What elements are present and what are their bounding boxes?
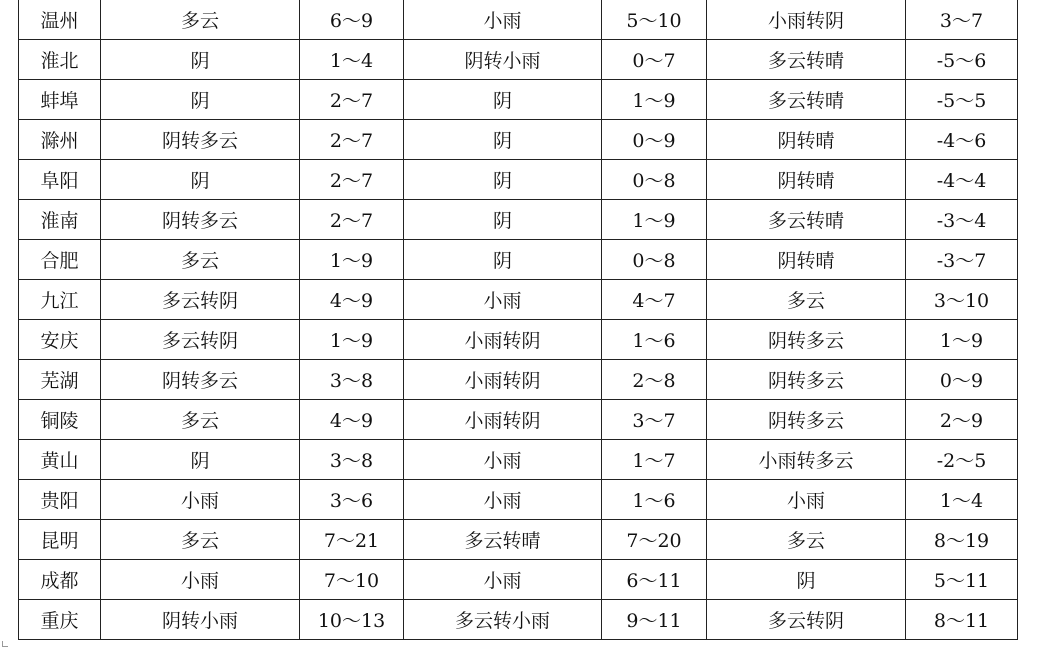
temp-day2-cell: 1～6	[602, 480, 707, 520]
weather-day3-cell: 多云转晴	[707, 200, 906, 240]
temp-day1-cell: 2～7	[300, 80, 404, 120]
temp-day2-cell: 0～7	[602, 40, 707, 80]
table-row	[19, 520, 1018, 560]
table-row	[19, 400, 1018, 440]
temp-day3-cell: 0～9	[906, 360, 1018, 400]
weather-day1-cell: 阴转多云	[101, 200, 300, 240]
temp-day3-cell: 2～9	[906, 400, 1018, 440]
temp-day1-cell: 1～9	[300, 320, 404, 360]
temp-day2-cell: 1～6	[602, 320, 707, 360]
temp-day1-cell: 2～7	[300, 120, 404, 160]
city-cell: 黄山	[19, 440, 101, 480]
city-cell: 淮北	[19, 40, 101, 80]
table-row	[19, 440, 1018, 480]
temp-day1-cell: 7～10	[300, 560, 404, 600]
table-row	[19, 280, 1018, 320]
table-row	[19, 40, 1018, 80]
weather-day2-cell: 小雨	[404, 560, 602, 600]
temp-day3-cell: 1～9	[906, 320, 1018, 360]
city-cell: 重庆	[19, 600, 101, 640]
weather-day3-cell: 阴	[707, 560, 906, 600]
city-cell: 蚌埠	[19, 80, 101, 120]
city-cell: 贵阳	[19, 480, 101, 520]
weather-day3-cell: 多云转晴	[707, 80, 906, 120]
temp-day2-cell: 2～8	[602, 360, 707, 400]
weather-day3-cell: 阴转多云	[707, 360, 906, 400]
temp-day1-cell: 1～9	[300, 240, 404, 280]
temp-day1-cell: 10～13	[300, 600, 404, 640]
city-cell: 成都	[19, 560, 101, 600]
weather-day3-cell: 阴转晴	[707, 240, 906, 280]
table-row	[19, 360, 1018, 400]
temp-day1-cell: 3～8	[300, 360, 404, 400]
temp-day2-cell: 4～7	[602, 280, 707, 320]
weather-day2-cell: 阴	[404, 200, 602, 240]
weather-day3-cell: 小雨转多云	[707, 440, 906, 480]
weather-day3-cell: 多云转晴	[707, 40, 906, 80]
table-row	[19, 0, 1018, 40]
temp-day2-cell: 6～11	[602, 560, 707, 600]
table-row	[19, 200, 1018, 240]
temp-day2-cell: 9～11	[602, 600, 707, 640]
weather-day1-cell: 多云	[101, 520, 300, 560]
weather-day2-cell: 小雨	[404, 0, 602, 40]
temp-day3-cell: 8～11	[906, 600, 1018, 640]
weather-day3-cell: 小雨	[707, 480, 906, 520]
weather-day2-cell: 多云转晴	[404, 520, 602, 560]
temp-day3-cell: -3～7	[906, 240, 1018, 280]
weather-day1-cell: 阴	[101, 80, 300, 120]
temp-day1-cell: 7～21	[300, 520, 404, 560]
table-row	[19, 120, 1018, 160]
city-cell: 铜陵	[19, 400, 101, 440]
city-cell: 淮南	[19, 200, 101, 240]
corner-mark	[2, 641, 8, 647]
weather-day1-cell: 阴转多云	[101, 120, 300, 160]
temp-day2-cell: 1～7	[602, 440, 707, 480]
weather-day1-cell: 多云转阴	[101, 320, 300, 360]
weather-day2-cell: 小雨	[404, 280, 602, 320]
weather-day3-cell: 阴转晴	[707, 160, 906, 200]
table-row	[19, 600, 1018, 640]
weather-day1-cell: 阴	[101, 40, 300, 80]
weather-day3-cell: 多云	[707, 520, 906, 560]
temp-day3-cell: 3～10	[906, 280, 1018, 320]
temp-day1-cell: 6～9	[300, 0, 404, 40]
temp-day1-cell: 3～6	[300, 480, 404, 520]
weather-day2-cell: 阴	[404, 240, 602, 280]
weather-day3-cell: 小雨转阴	[707, 0, 906, 40]
table-row	[19, 560, 1018, 600]
temp-day2-cell: 0～9	[602, 120, 707, 160]
weather-day3-cell: 阴转晴	[707, 120, 906, 160]
weather-day2-cell: 小雨转阴	[404, 400, 602, 440]
temp-day3-cell: 5～11	[906, 560, 1018, 600]
weather-day1-cell: 阴	[101, 160, 300, 200]
weather-day1-cell: 多云转阴	[101, 280, 300, 320]
weather-day2-cell: 多云转小雨	[404, 600, 602, 640]
city-cell: 合肥	[19, 240, 101, 280]
weather-day2-cell: 阴	[404, 160, 602, 200]
temp-day3-cell: -5～6	[906, 40, 1018, 80]
city-cell: 九江	[19, 280, 101, 320]
weather-day3-cell: 阴转多云	[707, 400, 906, 440]
temp-day1-cell: 1～4	[300, 40, 404, 80]
city-cell: 芜湖	[19, 360, 101, 400]
weather-day3-cell: 阴转多云	[707, 320, 906, 360]
weather-day1-cell: 多云	[101, 0, 300, 40]
weather-day2-cell: 小雨转阴	[404, 360, 602, 400]
table-row	[19, 80, 1018, 120]
temp-day3-cell: 1～4	[906, 480, 1018, 520]
table-row	[19, 160, 1018, 200]
temp-day1-cell: 4～9	[300, 280, 404, 320]
temp-day3-cell: -3～4	[906, 200, 1018, 240]
city-cell: 温州	[19, 0, 101, 40]
weather-day2-cell: 小雨	[404, 480, 602, 520]
weather-day3-cell: 多云转阴	[707, 600, 906, 640]
temp-day2-cell: 5～10	[602, 0, 707, 40]
table-body	[19, 0, 1018, 640]
table-row	[19, 480, 1018, 520]
temp-day3-cell: 3～7	[906, 0, 1018, 40]
temp-day2-cell: 0～8	[602, 160, 707, 200]
weather-day1-cell: 小雨	[101, 480, 300, 520]
temp-day1-cell: 2～7	[300, 200, 404, 240]
weather-day2-cell: 小雨	[404, 440, 602, 480]
temp-day3-cell: 8～19	[906, 520, 1018, 560]
temp-day2-cell: 0～8	[602, 240, 707, 280]
city-cell: 安庆	[19, 320, 101, 360]
temp-day3-cell: -5～5	[906, 80, 1018, 120]
weather-day2-cell: 阴	[404, 80, 602, 120]
temp-day2-cell: 7～20	[602, 520, 707, 560]
city-cell: 滁州	[19, 120, 101, 160]
weather-forecast-table	[18, 0, 1018, 640]
temp-day1-cell: 4～9	[300, 400, 404, 440]
weather-day1-cell: 多云	[101, 400, 300, 440]
city-cell: 阜阳	[19, 160, 101, 200]
temp-day1-cell: 2～7	[300, 160, 404, 200]
weather-day1-cell: 阴	[101, 440, 300, 480]
table-row	[19, 240, 1018, 280]
weather-day3-cell: 多云	[707, 280, 906, 320]
temp-day3-cell: -4～4	[906, 160, 1018, 200]
city-cell: 昆明	[19, 520, 101, 560]
weather-day2-cell: 阴	[404, 120, 602, 160]
temp-day1-cell: 3～8	[300, 440, 404, 480]
weather-day2-cell: 阴转小雨	[404, 40, 602, 80]
weather-day1-cell: 小雨	[101, 560, 300, 600]
temp-day2-cell: 1～9	[602, 80, 707, 120]
weather-day1-cell: 多云	[101, 240, 300, 280]
temp-day3-cell: -2～5	[906, 440, 1018, 480]
weather-day1-cell: 阴转小雨	[101, 600, 300, 640]
temp-day3-cell: -4～6	[906, 120, 1018, 160]
temp-day2-cell: 1～9	[602, 200, 707, 240]
table-row	[19, 320, 1018, 360]
weather-day1-cell: 阴转多云	[101, 360, 300, 400]
temp-day2-cell: 3～7	[602, 400, 707, 440]
weather-day2-cell: 小雨转阴	[404, 320, 602, 360]
